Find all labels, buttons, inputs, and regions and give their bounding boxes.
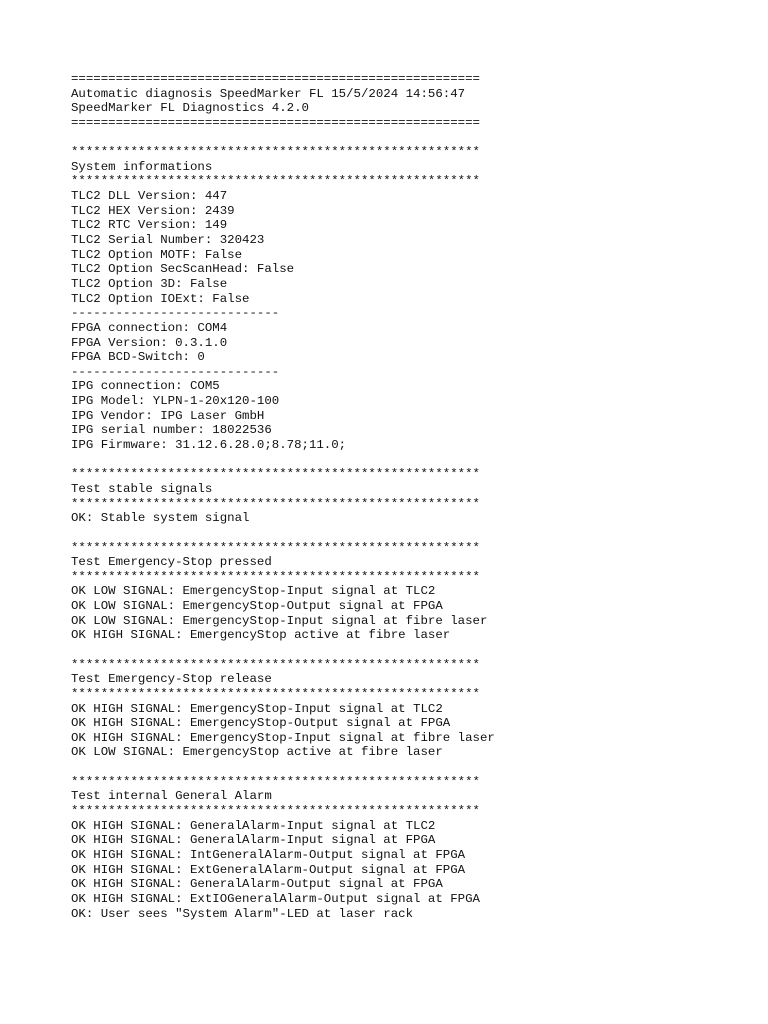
section-heading-system-informations: System informations [71, 159, 213, 174]
info-line: IPG Firmware: 31.12.6.28.0;8.78;11.0; [71, 438, 347, 453]
info-line: IPG Model: YLPN-1-20x120-100 [71, 394, 280, 409]
result-line: OK HIGH SIGNAL: EmergencyStop-Input signal at TLC2 [71, 701, 443, 716]
result-line: OK HIGH SIGNAL: IntGeneralAlarm-Output signal at FPGA [71, 847, 466, 862]
result-line: OK HIGH SIGNAL: EmergencyStop active at fibre laser [71, 628, 451, 643]
info-line: TLC2 Option 3D: False [71, 276, 228, 291]
section-rule: ******************************************************* [71, 540, 480, 555]
result-line: OK LOW SIGNAL: EmergencyStop-Input signal at TLC2 [71, 584, 436, 599]
result-line: OK LOW SIGNAL: EmergencyStop-Output signal at FPGA [71, 599, 443, 614]
section-rule: ******************************************************* [71, 496, 480, 511]
blank-line [71, 526, 751, 541]
info-line: TLC2 HEX Version: 2439 [71, 203, 235, 218]
result-line: OK LOW SIGNAL: EmergencyStop active at fibre laser [71, 745, 443, 760]
result-line: OK HIGH SIGNAL: GeneralAlarm-Output signal at FPGA [71, 877, 443, 892]
blank-line [71, 760, 751, 775]
info-line: TLC2 Option SecScanHead: False [71, 262, 295, 277]
diagnostics-log [71, 72, 751, 921]
blank-line [71, 131, 751, 146]
section-rule: ******************************************************* [71, 467, 480, 482]
section-heading-stable-signals: Test stable signals [71, 481, 213, 496]
section-rule: ******************************************************* [71, 804, 480, 819]
section-rule: ******************************************************* [71, 569, 480, 584]
report-version: SpeedMarker FL Diagnostics 4.2.0 [71, 101, 309, 116]
report-title: Automatic diagnosis SpeedMarker FL 15/5/2024 14:56:47 [71, 86, 466, 101]
info-line: TLC2 DLL Version: 447 [71, 189, 228, 204]
section-rule: ******************************************************* [71, 145, 480, 160]
result-line: OK: Stable system signal [71, 511, 250, 526]
separator-line: ======================================================= [71, 115, 480, 130]
section-heading-emergency-stop-release: Test Emergency-Stop release [71, 672, 272, 687]
result-line: OK HIGH SIGNAL: ExtGeneralAlarm-Output signal at FPGA [71, 862, 466, 877]
info-line: IPG connection: COM5 [71, 379, 220, 394]
result-line: OK: User sees "System Alarm"-LED at laser rack [71, 906, 414, 921]
blank-line [71, 643, 751, 658]
info-line: IPG Vendor: IPG Laser GmbH [71, 408, 265, 423]
dash-divider: ---------------------------- [71, 364, 280, 379]
section-rule: ******************************************************* [71, 774, 480, 789]
result-line: OK HIGH SIGNAL: GeneralAlarm-Input signal at TLC2 [71, 818, 436, 833]
section-rule: ******************************************************* [71, 174, 480, 189]
result-line: OK HIGH SIGNAL: GeneralAlarm-Input signal at FPGA [71, 833, 436, 848]
info-line: FPGA connection: COM4 [71, 320, 228, 335]
section-rule: ******************************************************* [71, 686, 480, 701]
section-rule: ******************************************************* [71, 657, 480, 672]
result-line: OK LOW SIGNAL: EmergencyStop-Input signal at fibre laser [71, 613, 488, 628]
result-line: OK HIGH SIGNAL: ExtIOGeneralAlarm-Output signal at FPGA [71, 891, 480, 906]
info-line: TLC2 Serial Number: 320423 [71, 233, 265, 248]
separator-line: ======================================================= [71, 72, 480, 86]
blank-line [71, 453, 751, 468]
result-line: OK HIGH SIGNAL: EmergencyStop-Output signal at FPGA [71, 716, 451, 731]
info-line: IPG serial number: 18022536 [71, 423, 272, 438]
info-line: FPGA Version: 0.3.1.0 [71, 335, 228, 350]
result-line: OK HIGH SIGNAL: EmergencyStop-Input signal at fibre laser [71, 730, 495, 745]
info-line: TLC2 Option MOTF: False [71, 247, 243, 262]
section-heading-internal-general-alarm: Test internal General Alarm [71, 789, 272, 804]
dash-divider: ---------------------------- [71, 306, 280, 321]
info-line: TLC2 RTC Version: 149 [71, 218, 228, 233]
info-line: TLC2 Option IOExt: False [71, 291, 250, 306]
section-heading-emergency-stop-pressed: Test Emergency-Stop pressed [71, 555, 272, 570]
info-line: FPGA BCD-Switch: 0 [71, 350, 205, 365]
